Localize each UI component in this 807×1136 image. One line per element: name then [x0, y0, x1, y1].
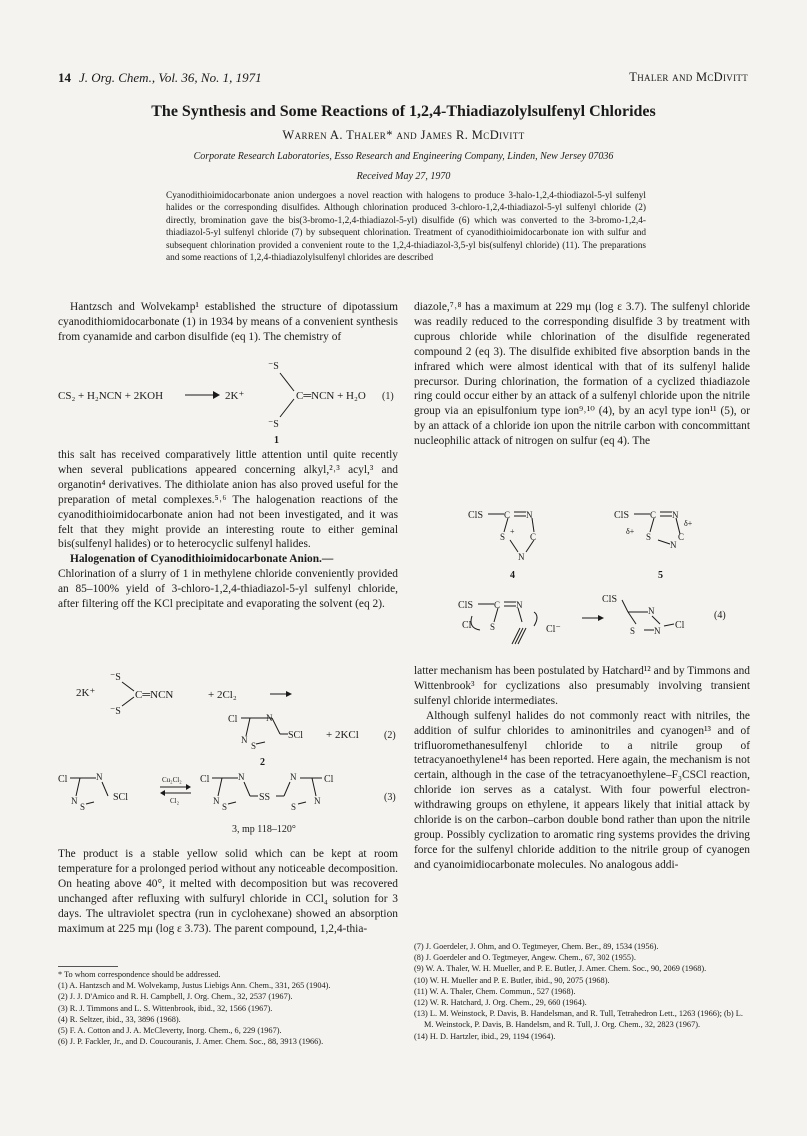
eq3-chloro: Cl	[324, 774, 334, 785]
eq2-kcl: + 2KCl	[326, 729, 359, 741]
eq1-thiolate-bottom: ⁻S	[268, 419, 279, 430]
footnote-rule	[58, 966, 118, 967]
footnote: * To whom correspondence should be addressed.	[58, 970, 221, 979]
equation-4	[414, 588, 750, 660]
paragraph: Chlorination of a slurry of 1 in methylene chloride conveniently provided an 85–100% yield of 3-chloro-1,2,4-thiadiazol-5-yl sulfenyl chloride, after filtering off the KCl precipitate and evaporating the solvent (eq 2).	[58, 568, 398, 611]
running-authors: Thaler and McDivitt	[629, 70, 748, 84]
ring-nitrogen: N	[290, 772, 297, 782]
footnote: (3) R. J. Timmons and L. S. Wittenbrook, ibid., 32, 1566 (1967).	[58, 1003, 273, 1013]
atom: N	[654, 626, 661, 636]
eq2-anion: C═NCN	[135, 689, 174, 701]
footnotes-left	[58, 969, 398, 1047]
compound-label: 1	[274, 435, 279, 446]
footnote: (9) W. A. Thaler, W. H. Mueller, and P. E. Butler, J. Amer. Chem. Soc., 90, 2069 (1968).	[414, 964, 707, 974]
eq4-chloride-ion: Cl⁻	[546, 624, 561, 635]
eq1-thiolate-top: ⁻S	[268, 361, 279, 372]
ring-nitrogen: N	[96, 772, 103, 782]
atom: N	[648, 606, 655, 616]
paragraph: diazole,⁷˒⁸ has a maximum at 229 mμ (log ε 3.7). The sulfenyl chloride was readily reduced to the corresponding disulfide 3 by treatment with cuprous chloride while chlorination of the disulfide regenerated compound 2 (eq 3). The disulfide exhibited five absorption bands in the infrared which were almost identical with that of its sulfenyl halide precursor. During chlorination, the formation of a cyclized thiadiazole ring could occur either by an attack of a sulfenyl chloride upon the nitrile group via an episulfonium type ion⁹˒¹⁰ (4), by an acyl type ion¹¹ (5), or by an attack of a chloride ion upon the nitrile carbon with concommittant nucleophilic attack of nitrogen on sulfur (eq 4). The	[414, 301, 750, 448]
left-col-continued	[58, 847, 398, 936]
eq1-reactants: CS₂ + H₂NCN + 2KOH	[58, 390, 164, 402]
footnote: (11) W. A. Thaler, Chem. Commun., 527 (1968).	[414, 986, 576, 996]
structures-4-5	[414, 500, 750, 582]
ring-nitrogen: N	[241, 735, 248, 745]
eq3-disulfide: SS	[259, 792, 271, 803]
atom: S	[490, 622, 496, 632]
eq4-chloro: Cl	[675, 620, 685, 631]
paragraph: this salt has received comparatively little attention until quite recently when several publications appeared concerning alkyl,²˒³ acyl,³ and organotin⁴ derivatives. The dithiolate anion has also proved useful for the preparation of metal complexes.⁵˒⁶ The halogenation reactions of the cyanodithioimidocarbonate anion had not been investigated, and it was felt that they might provide an interesting route to either geminal bis(sulfenyl halides) or to heterocyclic sulfenyl halides.	[58, 449, 398, 551]
equation-number: (2)	[384, 730, 396, 741]
ring-nitrogen: N	[266, 713, 273, 723]
ring-sulfur: S	[80, 802, 86, 812]
left-col-intro	[58, 300, 398, 345]
ring-sulfur: S	[222, 802, 228, 812]
partial-charge: δ+	[626, 527, 635, 536]
atom: N	[518, 552, 525, 562]
atom: N	[526, 510, 533, 520]
struct5-sulfenyl: ClS	[614, 510, 630, 521]
section-heading: Halogenation of Cyanodithioimidocarbonate Anion.—	[70, 553, 334, 566]
atom: C	[494, 600, 501, 610]
eq3-reverse-reagent: Cl₂	[170, 797, 180, 805]
paragraph: Although sulfenyl halides do not commonly react with nitriles, the addition of sulfur chlorides to aminonitriles and cyanogen¹³ and of trifluoromethanesulfenyl chloride to a nitrile group of tetracyanoethylene¹⁴ has been reported. Here again, the mechanism is not certain, although in the case of the tetracyanoethylene–F₃CSCl reaction, chloride ion serves as a catalyst. With four powerful electron-withdrawing groups on ethylene, it appears likely that initial attack by chloride is on the carbon–carbon double bond rather than upon the nitrile group. Possibly cyclization to aromatic ring systems provides the driving force for the sulfenyl chloride addition to the nitrile group of cyanogen and cyanoimidiocarbonate molecules. No analogous addi-	[414, 709, 750, 871]
footnote: (14) H. D. Hartzler, ibid., 29, 1194 (1964).	[414, 1031, 556, 1041]
footnotes-right	[414, 941, 750, 1042]
eq3-chloro: Cl	[200, 774, 210, 785]
compound-label: 3, mp 118–120°	[232, 824, 296, 835]
ring-sulfur: S	[251, 741, 257, 751]
affiliation: Corporate Research Laboratories, Esso Research and Engineering Company, Linden, New Jersey 07036	[193, 151, 614, 162]
right-col-top	[414, 300, 750, 449]
bond	[122, 682, 134, 691]
equation-number: (4)	[714, 610, 726, 621]
eq1-products: C═NCN + H₂O	[296, 390, 366, 402]
bond	[122, 697, 134, 706]
compound-label: 2	[260, 757, 265, 768]
eq2-thiolate-bottom: ⁻S	[110, 706, 121, 717]
footnote: (13) L. M. Weinstock, P. Davis, B. Handelsman, and R. Tull, Tetrahedron Lett., 1263 (1966); (b) L. M. Weinstock, P. Davis, B. Handelsm, and R. Tull, J. Org. Chem., 32, 2823 (1967).	[414, 1009, 743, 1030]
atom: S	[646, 532, 652, 542]
eq3-forward-reagent: Cu₂Cl₂	[162, 776, 182, 784]
atom: S	[630, 626, 636, 636]
page-number: 14	[58, 70, 71, 85]
ring-nitrogen: N	[213, 796, 220, 806]
eq1-potassium: 2K⁺	[225, 390, 245, 402]
eq4-intermediate	[471, 602, 537, 644]
paper-title: The Synthesis and Some Reactions of 1,2,4-Thiadiazolylsulfenyl Chlorides	[151, 103, 656, 120]
equilibrium-arrows	[160, 776, 191, 805]
atom: C	[650, 510, 657, 520]
paragraph: The product is a stable yellow solid which can be kept at room temperature for a prolonged period without any noticeable decomposition. On heating above 40°, it melted with decomposition but was recovered unchanged after refluxing with sulfuryl chloride in CCl₄ solution for 3 days. The ultraviolet spectra (run in cyclohexane) showed an absorption maximum at 225 mμ (log ε 3.73). The parent compound, 1,2,4-thia-	[58, 848, 398, 935]
atom: S	[500, 532, 506, 542]
eq2-thiolate-top: ⁻S	[110, 672, 121, 683]
running-header	[58, 70, 748, 88]
journal-citation: J. Org. Chem., Vol. 36, No. 1, 1971	[79, 70, 262, 85]
reaction-arrow	[582, 615, 604, 621]
eq4-sulfenyl: ClS	[458, 600, 474, 611]
footnote: (7) J. Goerdeler, J. Ohm, and O. Tegtmeyer, Chem. Ber., 89, 1534 (1956).	[414, 942, 659, 951]
eq3-chloro: Cl	[58, 774, 68, 785]
equation-1	[58, 347, 403, 447]
footnote: (6) J. P. Fackler, Jr., and D. Coucouranis, J. Amer. Chem. Soc., 88, 3913 (1966).	[58, 1037, 324, 1047]
ring-nitrogen: N	[314, 796, 321, 806]
atom: N	[670, 540, 677, 550]
eq4-chloro: Cl	[462, 620, 472, 631]
abstract: Cyanodithioimidocarbonate anion undergoes a novel reaction with halogens to produce 3-halo-1,2,4-thiodiazol-5-yl sulfenyl halides or the corresponding disulfides. Although chlorination produced 3-chloro-1,2,4-thiadiazol-5-yl sulfenyl chloride (2) directly, bromination gave the bis(3-bromo-1,2,4-thiadiazol-5-yl) disulfide (6) which was converted to the 3-bromo-1,2,4-thiadiazol-5-yl sulfenyl chloride (7) by subsequent chlorination. Treatment of cyanodithioimidocarbonate ion with sulfur and subsequent chlorination provided a convenient route to the 1,2,4-thiadiazol-3,5-yl bis(sulfenyl chloride) (11). The preparations and some reactions of 1,2,4-thiadiazolylsulfenyl chlorides are described	[166, 191, 646, 264]
equation-number: (1)	[382, 391, 394, 402]
eq2-potassium: 2K⁺	[76, 687, 96, 699]
atom: N	[672, 510, 679, 520]
footnote: (1) A. Hantzsch and M. Wolvekamp, Justus Liebigs Ann. Chem., 331, 265 (1904).	[58, 981, 331, 991]
footnote: (10) W. H. Mueller and P. E. Butler, ibid., 90, 2075 (1968).	[414, 975, 610, 985]
footnote: (8) J. Goerdeler and O. Tegtmeyer, Angew. Chem., 67, 302 (1955).	[414, 953, 636, 963]
left-col-body	[58, 448, 398, 612]
reaction-arrow	[185, 391, 220, 399]
atom: C	[530, 532, 537, 542]
compound-label: 5	[658, 570, 663, 581]
compound-label: 4	[510, 570, 515, 581]
paragraph: Hantzsch and Wolvekamp¹ established the structure of dipotassium cyanodithiomidocarbonate (1) in 1934 by means of a convenient synthesis from cyanamide and carbon disulfide (eq 1). The chemistry of	[58, 301, 398, 343]
bond	[280, 399, 294, 417]
charge: +	[510, 527, 515, 536]
right-col-body	[414, 664, 750, 873]
footnote: (4) R. Seltzer, ibid., 33, 3896 (1968).	[58, 1014, 181, 1024]
footnote: (5) F. A. Cotton and J. A. McCleverty, Inorg. Chem., 6, 229 (1967).	[58, 1026, 282, 1036]
ring-nitrogen: N	[71, 796, 78, 806]
eq4-product-sulfenyl: ClS	[602, 594, 618, 605]
equation-2	[58, 668, 403, 768]
ring-nitrogen: N	[238, 772, 245, 782]
reaction-arrow	[270, 691, 292, 697]
struct4-sulfenyl: ClS	[468, 510, 484, 521]
eq2-sulfenyl-chloride: SCl	[288, 730, 304, 741]
footnote: (12) W. R. Hatchard, J. Org. Chem., 29, 660 (1964).	[414, 998, 587, 1008]
bond	[664, 624, 674, 626]
received-date: Received May 27, 1970	[356, 171, 451, 182]
partial-charge: δ+	[684, 519, 693, 528]
eq2-chloro: Cl	[228, 714, 238, 725]
paragraph: latter mechanism has been postulated by Hatchard¹² and by Timmons and Wittenbrook³ for cyclizations also presumably involving transient sulfenyl chloride intermediates.	[414, 665, 750, 707]
footnote: (2) J. J. D'Amico and R. H. Campbell, J. Org. Chem., 32, 2537 (1967).	[58, 992, 293, 1002]
bond	[280, 373, 294, 391]
atom: C	[678, 532, 685, 542]
paper-authors: Warren A. Thaler* and James R. McDivitt	[282, 128, 525, 142]
eq3-sulfenyl-chloride: SCl	[113, 792, 129, 803]
ring-sulfur: S	[291, 802, 297, 812]
atom: N	[516, 600, 523, 610]
equation-3	[58, 770, 403, 846]
atom: C	[504, 510, 511, 520]
equation-number: (3)	[384, 792, 396, 803]
eq2-chlorine: + 2Cl₂	[208, 689, 237, 701]
